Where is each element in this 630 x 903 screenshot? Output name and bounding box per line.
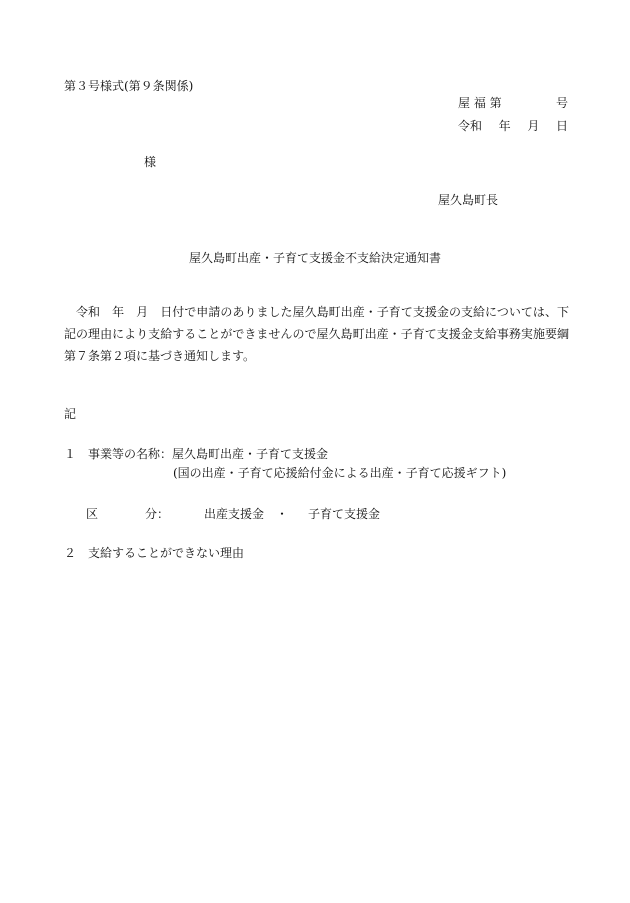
date-month: 月 [527,119,540,133]
body-paragraph [64,301,569,367]
sender: 屋久島町長 [438,193,499,207]
item2-label: ２ 支給することができない理由 [64,546,245,560]
kubun-option-childcare: 子育て支援金 [308,507,381,521]
kubun-option-birth: 出産支援金 [204,507,265,521]
item1-subtext: (国の出産・子育て応援給付金による出産・子育て応援ギフト) [173,466,507,480]
kubun-label-b: 分： [145,507,170,521]
form-number: 第３号様式(第９条関係) [64,79,194,93]
document-title: 屋久島町出産・子育て支援金不支給決定通知書 [188,251,441,265]
document-date-line [458,120,568,134]
document-number-line [458,97,568,111]
date-era: 令和 [458,119,483,133]
document-number-suffix: 号 [555,96,568,110]
document-number-prefix: 屋 福 第 [458,96,502,110]
document-number-block [458,97,568,134]
item1-label: １ 事業等の名称：屋久島町出産・子育て支援金 [64,447,329,461]
date-year: 年 [498,119,511,133]
body-text: 令和 年 月 日付で申請のありました屋久島町出産・子育て支援金の支給については、下記の理由により支給することができませんので屋久島町出産・子育て支援金支給事務実施要綱第７条第２項に基づき通知します。 [64,305,569,363]
kubun-separator: ・ [276,507,289,521]
ki-heading: 記 [64,407,77,421]
date-day: 日 [555,119,568,133]
kubun-label-a: 区 [86,507,99,521]
addressee: 様 [144,155,157,169]
